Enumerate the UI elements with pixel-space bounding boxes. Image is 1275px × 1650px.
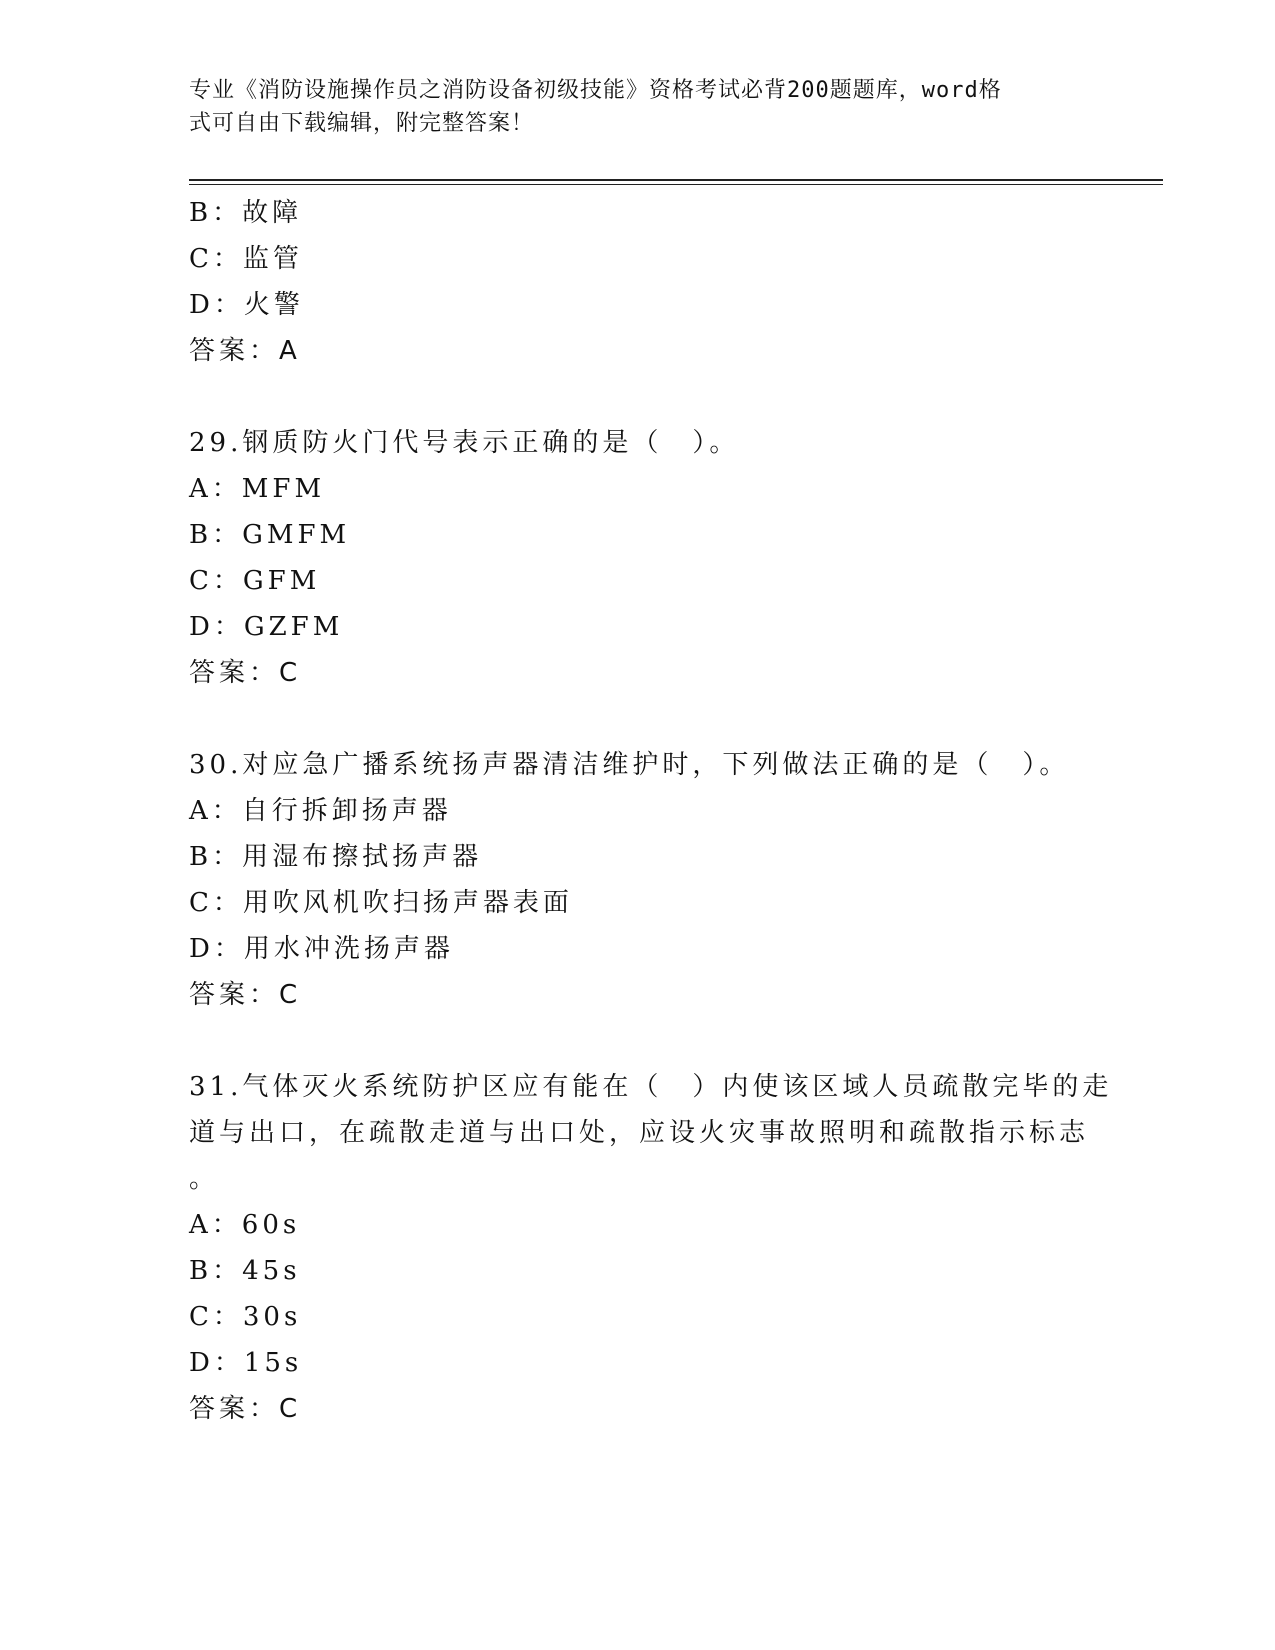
question-29 bbox=[189, 420, 1089, 696]
header-title-line-2: 式可自由下载编辑，附完整答案！ bbox=[189, 111, 535, 136]
spacer bbox=[189, 1018, 1089, 1064]
option-d: D：火警 bbox=[189, 290, 304, 320]
document-header bbox=[189, 74, 1079, 140]
option-d: D：15s bbox=[189, 1348, 303, 1378]
header-divider-thick bbox=[189, 179, 1163, 181]
question-30 bbox=[189, 742, 1089, 1018]
answer-line: 答案：C bbox=[189, 980, 302, 1010]
answer-line: 答案：C bbox=[189, 1394, 302, 1424]
option-b: B：故障 bbox=[189, 198, 303, 228]
option-d: D：GZFM bbox=[189, 612, 344, 642]
option-b: B：45s bbox=[189, 1256, 301, 1286]
option-c: C：GFM bbox=[189, 566, 321, 596]
option-c: C：监管 bbox=[189, 244, 303, 274]
answer-line: 答案：C bbox=[189, 658, 302, 688]
question-text: 29.钢质防火门代号表示正确的是（ ）。 bbox=[189, 428, 740, 458]
option-b: B：GMFM bbox=[189, 520, 351, 550]
option-a: A：MFM bbox=[189, 474, 326, 504]
question-text-line-3: 。 bbox=[189, 1164, 220, 1194]
option-a: A：60s bbox=[189, 1210, 301, 1240]
answer-line: 答案：A bbox=[189, 336, 301, 366]
header-title-line-1: 专业《消防设施操作员之消防设备初级技能》资格考试必背200题题库，word格 bbox=[189, 78, 1002, 103]
question-fragment bbox=[189, 190, 1089, 374]
option-b: B：用湿布擦拭扬声器 bbox=[189, 842, 483, 872]
question-list bbox=[189, 190, 1113, 1432]
question-text-line-1: 31.气体灭火系统防护区应有能在（ ）内使该区域人员疏散完毕的走 bbox=[189, 1072, 1113, 1102]
question-text: 30.对应急广播系统扬声器清洁维护时，下列做法正确的是（ ）。 bbox=[189, 750, 1070, 780]
spacer bbox=[189, 696, 1089, 742]
option-c: C：30s bbox=[189, 1302, 302, 1332]
header-divider-thin bbox=[189, 184, 1163, 185]
question-text-line-2: 道与出口，在疏散走道与出口处，应设火灾事故照明和疏散指示标志 bbox=[189, 1118, 1090, 1148]
option-d: D：用水冲洗扬声器 bbox=[189, 934, 454, 964]
spacer bbox=[189, 374, 1089, 420]
option-c: C：用吹风机吹扫扬声器表面 bbox=[189, 888, 573, 918]
question-31 bbox=[189, 1064, 1113, 1432]
option-a: A：自行拆卸扬声器 bbox=[189, 796, 452, 826]
